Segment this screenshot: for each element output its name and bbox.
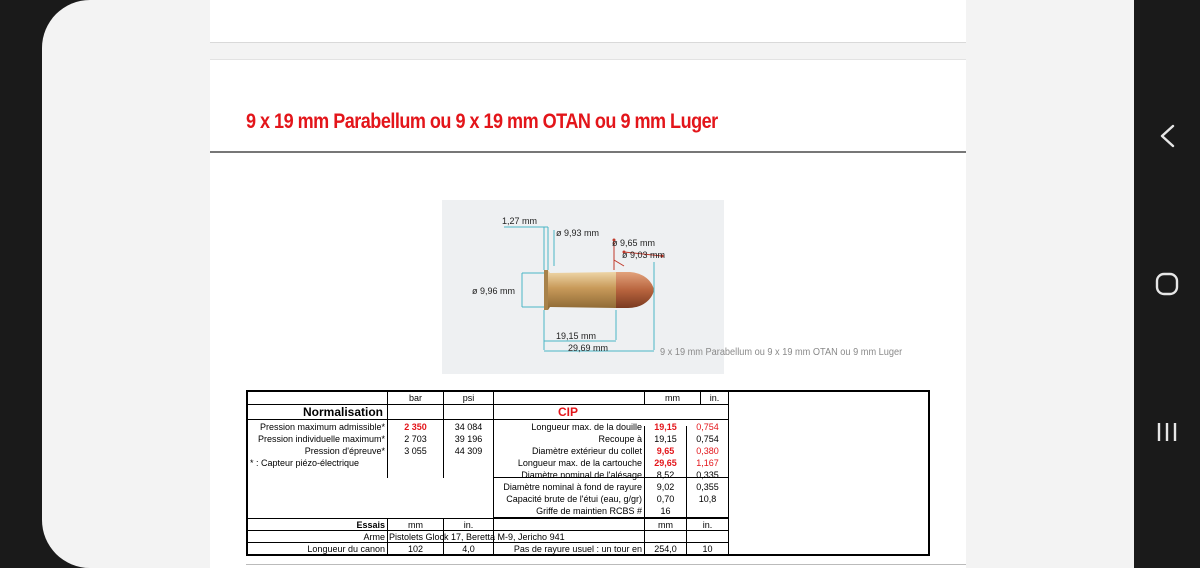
dimension-label: Capacité brute de l'étui (eau, g/gr)	[506, 494, 642, 504]
diagram-caption: 9 x 19 mm Parabellum ou 9 x 19 mm OTAN ou 9 mm Luger	[660, 347, 903, 358]
dim-case-length: 19,15 mm	[556, 331, 597, 341]
dimension-mm-value: 9,02	[656, 482, 675, 492]
bullet-shape	[614, 272, 654, 308]
home-button[interactable]	[1134, 264, 1200, 304]
pressure-label: Pression d'épreuve*	[304, 446, 385, 456]
recents-button[interactable]	[1134, 412, 1200, 452]
pressure-bar-value: 2 350	[404, 422, 427, 432]
canon-label: Longueur du canon	[307, 544, 385, 554]
dimension-mm-value: 29,65	[654, 458, 677, 468]
essais-mm-header: mm	[408, 520, 423, 530]
essais-mm2-header: mm	[658, 520, 673, 530]
canon-mm-value: 102	[407, 544, 424, 554]
dimension-in-value: 10,8	[698, 494, 717, 504]
dimension-in-value: 0,355	[696, 482, 719, 492]
dimension-label: Recoupe à	[598, 434, 642, 444]
browser-viewport	[42, 0, 1134, 568]
navigation-bar	[1134, 0, 1200, 568]
pressure-psi-value: 39 196	[454, 434, 483, 444]
section-divider	[246, 564, 966, 565]
normalisation-label: Normalisation	[302, 405, 383, 419]
dim-overall-length: 29,69 mm	[568, 343, 609, 353]
case-rim	[544, 270, 548, 310]
back-button[interactable]	[1134, 116, 1200, 156]
pressure-footnote: * : Capteur piézo-électrique	[250, 458, 360, 468]
col-mm-header: mm	[665, 393, 680, 403]
dim-rim-thickness: 1,27 mm	[502, 216, 538, 226]
dimension-label: Longueur max. de la douille	[531, 422, 642, 432]
cip-label: CIP	[557, 405, 578, 419]
essais-in-header: in.	[463, 520, 474, 530]
dimension-label: Griffe de maintien RCBS #	[536, 506, 642, 516]
previous-section-bottom	[210, 0, 966, 43]
essais-label: Essais	[356, 520, 385, 530]
pressure-psi-value: 44 309	[454, 446, 483, 456]
dimension-label: Diamètre extérieur du collet	[531, 446, 642, 456]
dimension-label: Diamètre nominal à fond de rayure	[503, 482, 642, 492]
pressure-label: Pression maximum admissible*	[259, 422, 385, 432]
recents-bars-icon	[1134, 412, 1200, 452]
page-title: 9 x 19 mm Parabellum ou 9 x 19 mm OTAN ou 9 mm Luger	[246, 110, 718, 133]
pressure-bar-value: 2 703	[404, 434, 427, 444]
dimension-in-value: 0,754	[696, 422, 719, 432]
dim-rim-diameter: ø 9,93 mm	[556, 228, 600, 238]
rayure-mm-value: 254,0	[654, 544, 677, 554]
canon-in-value: 4,0	[462, 544, 475, 554]
dimension-label: Longueur max. de la cartouche	[517, 458, 642, 468]
dimension-in-value: 0,335	[696, 470, 719, 480]
dimension-in-value: 1,167	[696, 458, 719, 468]
dim-bullet-diameter: ø 9,03 mm	[622, 250, 666, 260]
pressure-bar-value: 3 055	[404, 446, 427, 456]
title-underline	[210, 151, 966, 153]
rayure-label: Pas de rayure usuel : un tour en	[513, 544, 642, 554]
dimension-mm-value: 16	[660, 506, 671, 516]
col-bar-header: bar	[408, 393, 422, 403]
arme-label: Arme	[363, 532, 385, 542]
rayure-in-value: 10	[702, 544, 713, 554]
pressure-psi-value: 34 084	[454, 422, 483, 432]
col-in-header: in.	[709, 393, 720, 403]
home-circle-icon	[1134, 264, 1200, 304]
case-shape	[544, 270, 616, 310]
col-psi-header: psi	[462, 393, 475, 403]
essais-in2-header: in.	[702, 520, 713, 530]
dim-base-diameter: ø 9,96 mm	[472, 286, 516, 296]
dimension-label: Diamètre nominal de l'alésage	[521, 470, 642, 480]
dimension-in-value: 0,380	[696, 446, 719, 456]
dim-neck-outer: ø 9,65 mm	[612, 238, 656, 248]
dimension-mm-value: 19,15	[654, 434, 677, 444]
pressure-label: Pression individuelle maximum*	[257, 434, 385, 444]
section-gap	[210, 43, 966, 60]
dimension-mm-value: 0,70	[656, 494, 675, 504]
chevron-left-icon	[1134, 116, 1200, 156]
dimension-in-value: 0,754	[696, 434, 719, 444]
dimension-mm-value: 9,65	[656, 446, 675, 456]
dimension-mm-value: 19,15	[654, 422, 677, 432]
dimension-mm-value: 8,52	[656, 470, 675, 480]
arme-value: Pistolets Glock 17, Beretta M-9, Jericho 941	[389, 532, 565, 542]
web-page	[210, 0, 966, 568]
specifications-table	[246, 390, 930, 556]
